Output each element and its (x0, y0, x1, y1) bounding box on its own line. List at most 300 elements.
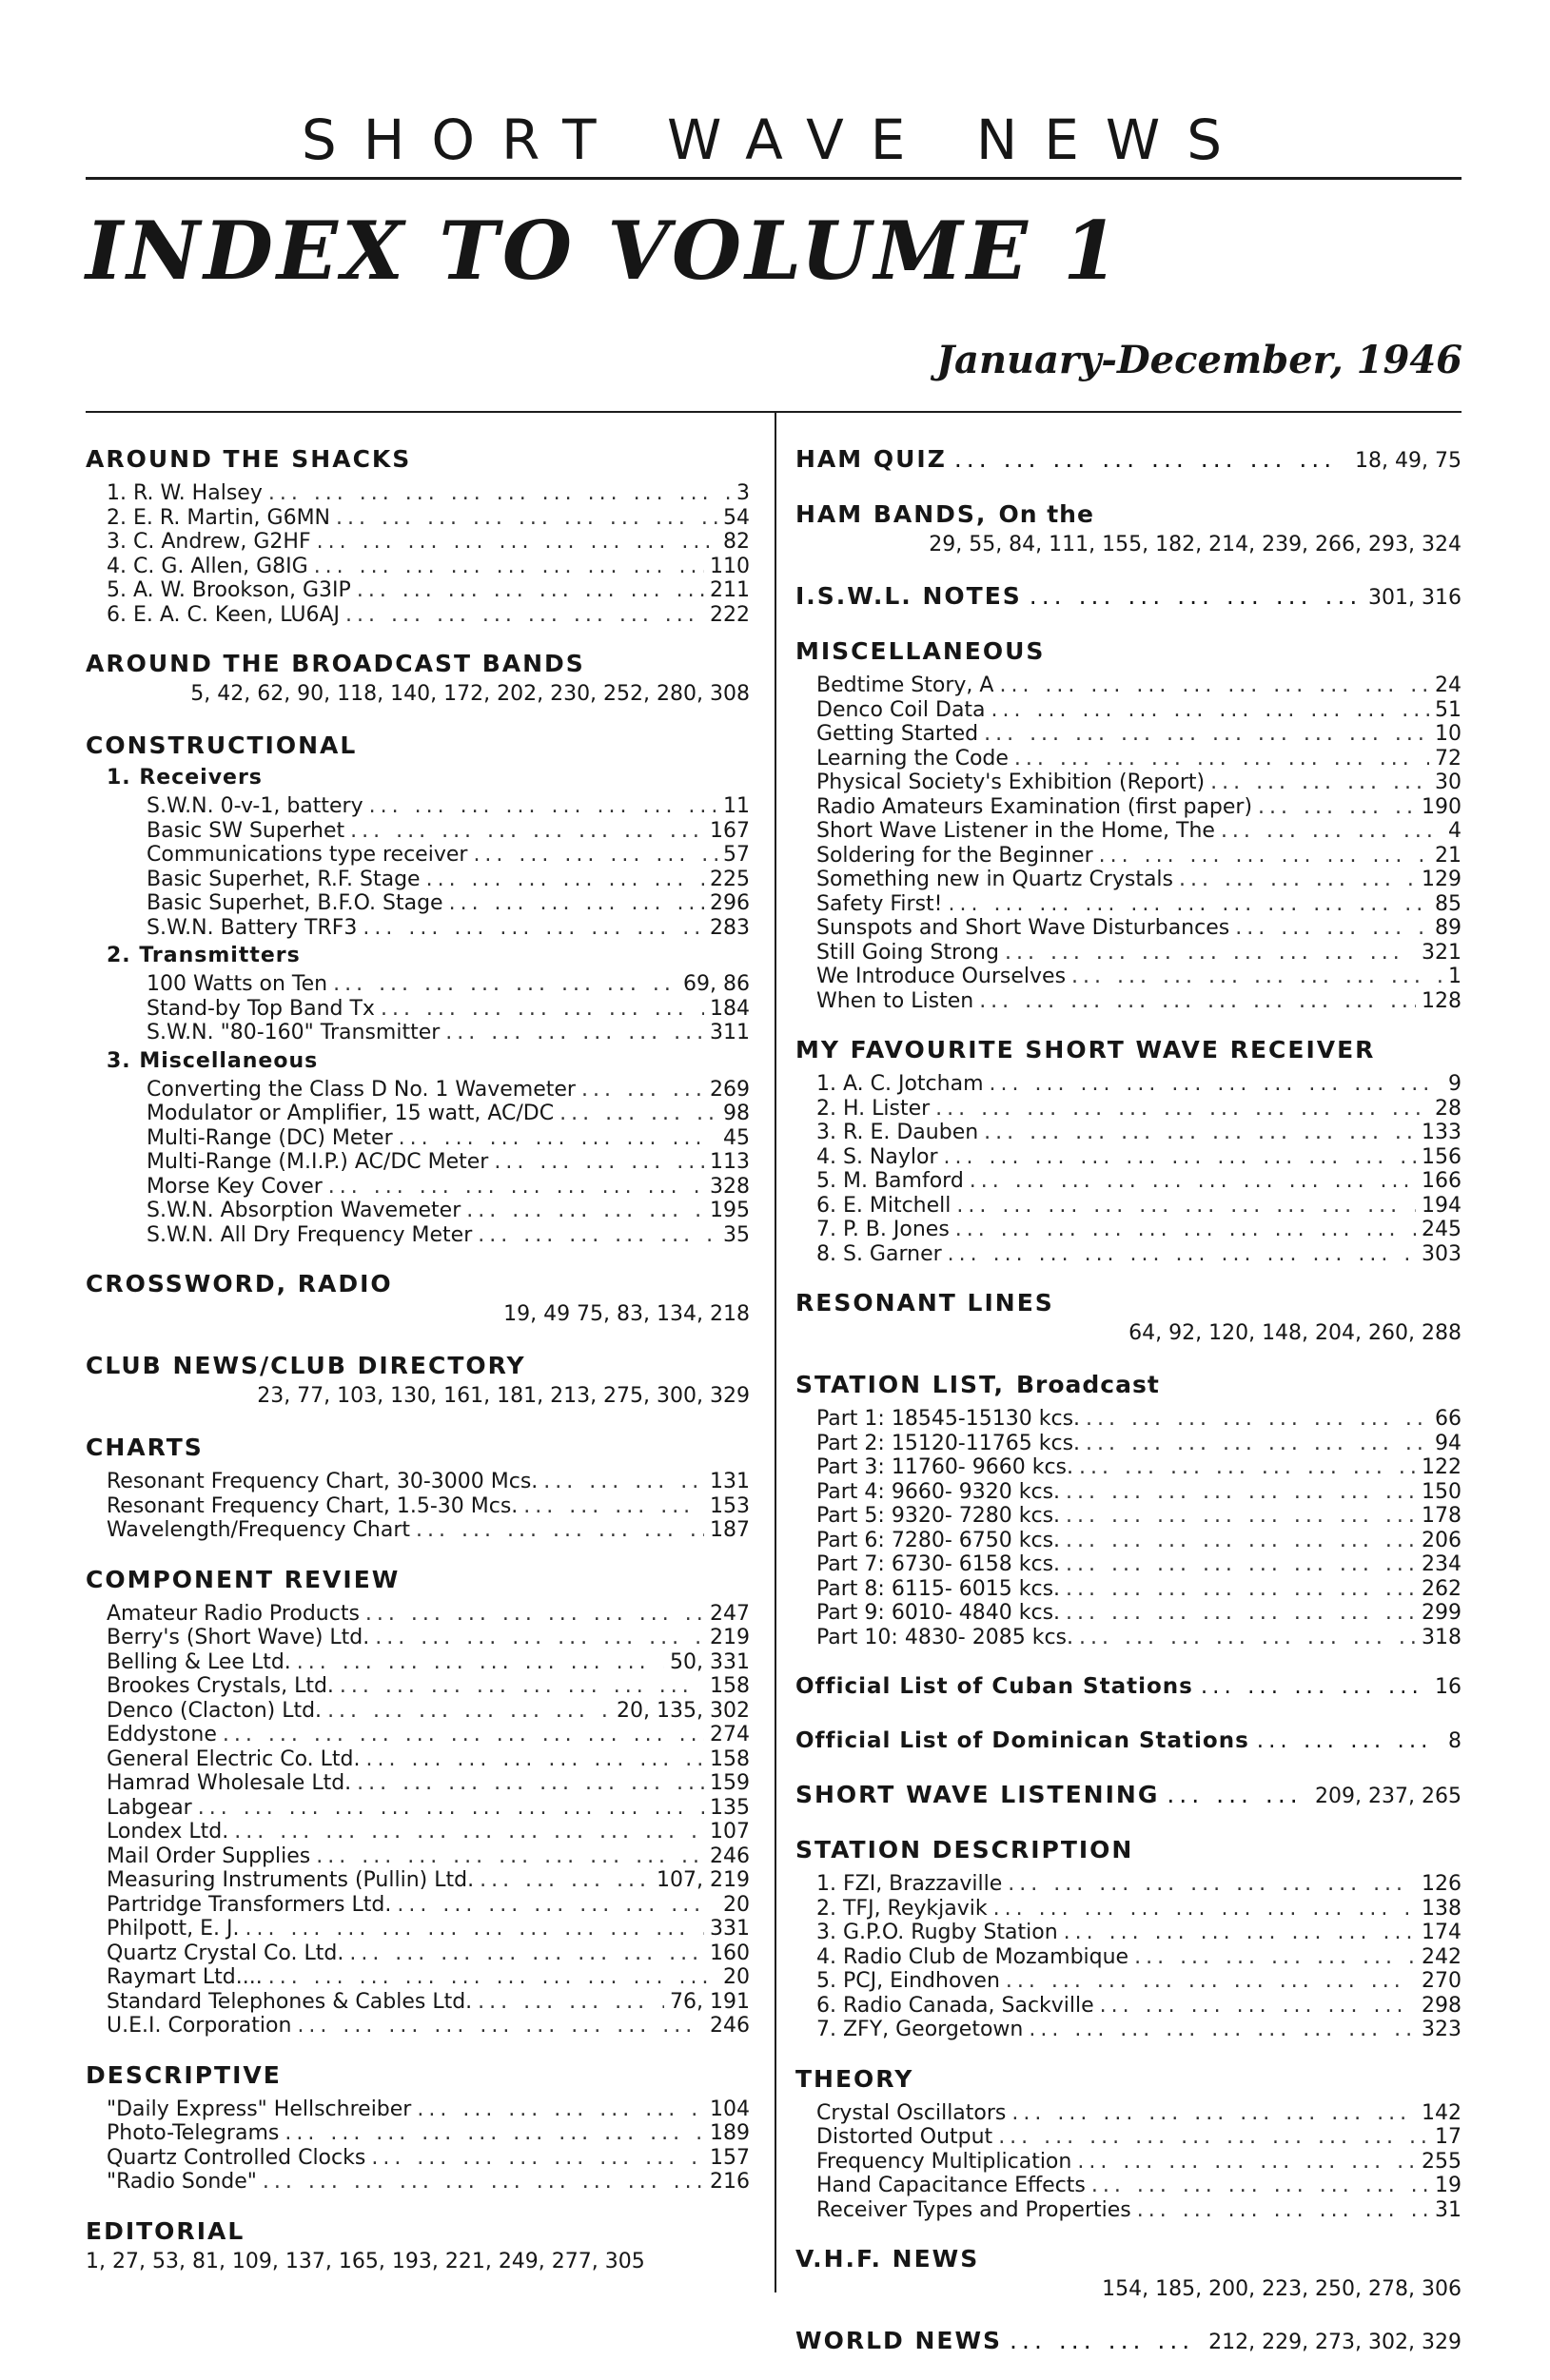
entry-pages: 94 (1435, 1431, 1462, 1455)
spacer (86, 1543, 750, 1564)
section-title: CROSSWORD, RADIO (86, 1270, 393, 1297)
index-entry (816, 2018, 1462, 2042)
entry-pages: 246 (710, 2014, 750, 2038)
section-title: STATION LIST, (795, 1371, 1005, 1398)
leader-dots (494, 1150, 704, 1175)
entry-pages: 262 (1422, 1576, 1462, 1601)
entry-title: 2. TFJ, Reykjavik (816, 1896, 988, 1921)
section-heading (795, 635, 1462, 668)
index-entry (107, 1820, 750, 1844)
leader-dots (263, 2170, 704, 2195)
entry-pages: 4 (1448, 819, 1462, 843)
entry-pages: 157 (710, 2145, 750, 2170)
index-entry (107, 1868, 750, 1893)
masthead: SHORT WAVE NEWS (301, 107, 1249, 172)
entry-pages: 51 (1435, 697, 1462, 722)
index-entry (147, 819, 750, 844)
section-title: I.S.W.L. NOTES (795, 582, 1022, 610)
index-entry (816, 1455, 1462, 1480)
leader-dots (245, 1917, 704, 1941)
index-entry (147, 972, 750, 997)
leader-dots (993, 1897, 1416, 1922)
leader-dots (984, 722, 1429, 747)
leader-dots (375, 1626, 704, 1650)
leader-dots (954, 443, 1347, 476)
section-heading (86, 1432, 750, 1464)
entry-pages: 160 (710, 1941, 750, 1965)
section-heading (795, 1287, 1462, 1319)
entry-pages: 20, 135, 302 (617, 1698, 750, 1723)
entry-list (86, 481, 750, 627)
entry-title: 3. C. Andrew, G2HF (107, 530, 311, 554)
entry-list (795, 2101, 1462, 2223)
entry-title: Photo-Telegrams (107, 2121, 280, 2145)
leader-dots (1221, 819, 1442, 844)
leader-dots (1066, 1529, 1416, 1553)
leader-dots (268, 481, 731, 506)
entry-pages: 21 (1435, 843, 1462, 868)
section-heading (795, 1779, 1462, 1813)
section-title: MY FAVOURITE SHORT WAVE RECEIVER (795, 1036, 1376, 1063)
leader-dots (297, 1650, 664, 1675)
entry-title: When to Listen (816, 988, 974, 1013)
entry-pages: 122 (1422, 1455, 1462, 1479)
leader-dots (198, 1796, 704, 1821)
leader-dots (336, 506, 717, 531)
entry-pages: 89 (1435, 916, 1462, 940)
spacer (795, 1704, 1462, 1725)
entry-title: 100 Watts on Ten (147, 972, 328, 996)
entry-title: Converting the Class D No. 1 Wavemeter (147, 1077, 576, 1102)
index-entry (107, 1844, 750, 1869)
index-section (86, 443, 750, 627)
entry-title: Learning the Code (816, 746, 1009, 771)
entry-title: Part 2: 15120-11765 kcs. (816, 1431, 1081, 1455)
entry-title: Part 4: 9660- 9320 kcs. (816, 1479, 1061, 1504)
section-heading (86, 648, 750, 680)
section-heading (86, 2215, 750, 2248)
entry-title: 5. A. W. Brookson, G3IP (107, 578, 351, 602)
entry-pages: 85 (1435, 891, 1462, 916)
entry-pages: 303 (1422, 1241, 1462, 1266)
index-entry (816, 1432, 1462, 1456)
leader-dots (1258, 795, 1416, 820)
index-entry (107, 2170, 750, 2195)
entry-pages: 211 (710, 578, 750, 602)
spacer (795, 1649, 1462, 1670)
leader-dots (559, 1102, 717, 1126)
section-heading (86, 730, 750, 762)
section-heading (795, 1834, 1462, 1866)
entry-pages: 242 (1422, 1944, 1462, 1969)
entry-pages: 45 (723, 1125, 750, 1150)
column-divider (775, 411, 776, 2292)
index-entry (816, 1577, 1462, 1602)
index-entry (147, 1199, 750, 1223)
index-entry (147, 1126, 750, 1151)
entry-pages: 69, 86 (683, 972, 750, 996)
entry-pages: 174 (1422, 1921, 1462, 1944)
section-title: V.H.F. NEWS (795, 2245, 980, 2273)
entry-pages: 138 (1422, 1896, 1462, 1921)
index-entry (816, 819, 1462, 844)
entry-list (86, 1470, 750, 1543)
index-entry (107, 1941, 750, 1966)
leader-dots (523, 1494, 704, 1519)
entry-title: Basic SW Superhet (147, 818, 345, 843)
leader-dots (1257, 1725, 1441, 1757)
page-title: INDEX TO VOLUME 1 (86, 204, 1123, 298)
index-section (86, 2059, 750, 2195)
entry-pages: 104 (710, 2097, 750, 2121)
entry-title: Part 8: 6115- 6015 kcs. (816, 1576, 1061, 1601)
entry-pages: 76, 191 (670, 1989, 750, 2014)
section-title: CONSTRUCTIONAL (86, 732, 358, 759)
index-entry (107, 578, 750, 603)
entry-title: Standard Telephones & Cables Ltd. (107, 1989, 473, 2014)
section-heading (86, 1350, 750, 1382)
entry-list (86, 972, 750, 1045)
index-entry (816, 1969, 1462, 1994)
leader-dots (1066, 1504, 1416, 1529)
index-entry (816, 1897, 1462, 1922)
entry-title: S.W.N. "80-160" Transmitter (147, 1021, 441, 1044)
index-entry (107, 2146, 750, 2171)
leader-dots (381, 997, 704, 1022)
index-entry (816, 989, 1462, 1014)
entry-pages: 158 (710, 1746, 750, 1771)
leader-dots (234, 1820, 704, 1844)
leader-dots (1011, 2101, 1416, 2126)
index-entry (816, 1145, 1462, 1170)
leader-dots (979, 989, 1416, 1014)
subsection-heading: 3. Miscellaneous (107, 1048, 319, 1073)
index-entry (816, 1529, 1462, 1553)
index-entry (816, 2198, 1462, 2223)
section-title: AROUND THE SHACKS (86, 445, 412, 473)
leader-dots (1079, 1626, 1416, 1650)
entry-title: S.W.N. 0-v-1, battery (147, 794, 363, 818)
leader-dots (365, 1602, 704, 1627)
index-section (795, 2243, 1462, 2304)
index-entry (816, 1194, 1462, 1219)
entry-title: Receiver Types and Properties (816, 2197, 1131, 2222)
leader-dots (1066, 1577, 1416, 1602)
leader-dots (1179, 868, 1416, 892)
entry-title: Part 7: 6730- 6158 kcs. (816, 1552, 1061, 1576)
spacer (86, 2276, 750, 2297)
entry-pages: 110 (710, 554, 750, 578)
section-heading (795, 1369, 1462, 1401)
entry-pages: 167 (710, 818, 750, 843)
index-entry (147, 891, 750, 916)
index-entry (816, 1072, 1462, 1097)
entry-title: 3. R. E. Dauben (816, 1121, 979, 1144)
index-entry (816, 1921, 1462, 1945)
section-pages: 64, 92, 120, 148, 204, 260, 288 (1128, 1321, 1462, 1345)
leader-dots (990, 1072, 1442, 1097)
leader-dots (426, 868, 704, 892)
index-entry (816, 1872, 1462, 1897)
index-entry (147, 1102, 750, 1126)
entry-title: Still Going Strong (816, 940, 999, 965)
leader-dots (417, 2097, 704, 2122)
index-entry (147, 916, 750, 941)
entry-title: Philpott, E. J. (107, 1917, 240, 1941)
entry-title: Communications type receiver (147, 843, 468, 867)
section-pages: 5, 42, 62, 90, 118, 140, 172, 202, 230, 252, 280, 308 (190, 682, 750, 706)
spacer (795, 559, 1462, 580)
leader-dots (1066, 1601, 1416, 1626)
leader-dots (1066, 1552, 1416, 1577)
entry-title: Quartz Controlled Clocks (107, 2145, 366, 2170)
leader-dots (365, 1747, 704, 1772)
leader-dots (1091, 2174, 1429, 2198)
entry-pages: 54 (723, 505, 750, 530)
entry-title: 1. A. C. Jotcham (816, 1072, 984, 1096)
leader-dots (478, 1223, 717, 1248)
index-entry (107, 1699, 750, 1724)
entry-title: Part 5: 9320- 7280 kcs. (816, 1504, 1061, 1528)
leader-dots (955, 1218, 1416, 1242)
right-column (795, 443, 1462, 2380)
entry-title: Multi-Range (M.I.P.) AC/DC Meter (147, 1150, 489, 1174)
index-entry (107, 2014, 750, 2039)
leader-dots (1099, 844, 1429, 868)
leader-dots (345, 603, 704, 628)
entry-title: "Daily Express" Hellschreiber (107, 2097, 412, 2121)
leader-dots (445, 1021, 704, 1045)
entry-pages: 24 (1435, 673, 1462, 697)
leader-dots (284, 2121, 704, 2146)
entry-title: 4. C. G. Allen, G8IG (107, 554, 308, 578)
entry-title: Labgear (107, 1795, 192, 1820)
entry-title: Part 6: 7280- 6750 kcs. (816, 1528, 1061, 1552)
section-title: CHARTS (86, 1434, 204, 1461)
leader-dots (297, 2014, 704, 2039)
section-title: AROUND THE BROADCAST BANDS (86, 650, 585, 677)
section-pages: 209, 237, 265 (1315, 1785, 1462, 1808)
section-title: Official List of Cuban Stations (795, 1674, 1193, 1699)
entry-pages: 323 (1422, 2018, 1462, 2041)
entry-pages: 1 (1448, 965, 1462, 988)
leader-dots (984, 1121, 1416, 1145)
leader-dots (466, 1199, 704, 1223)
entry-title: 6. E. Mitchell (816, 1193, 952, 1218)
index-entry (816, 2174, 1462, 2198)
leader-dots (314, 555, 704, 579)
entry-title: 5. PCJ, Eindhoven (816, 1969, 1000, 1993)
entry-list (86, 1602, 750, 2039)
entry-pages: 178 (1422, 1504, 1462, 1528)
entry-title: 8. S. Garner (816, 1241, 942, 1266)
leader-dots (1066, 1480, 1416, 1505)
section-title: DESCRIPTIVE (86, 2060, 282, 2089)
entry-list (795, 673, 1462, 1013)
leader-dots (333, 972, 677, 997)
spacer (86, 2039, 750, 2059)
index-entry (816, 1097, 1462, 1122)
entry-pages: 158 (710, 1674, 750, 1698)
index-entry (816, 747, 1462, 771)
leader-dots (581, 1078, 704, 1102)
entry-title: 1. R. W. Halsey (107, 481, 263, 505)
section-pages: 29, 55, 84, 111, 155, 182, 214, 239, 266, 293, 324 (929, 533, 1462, 556)
index-section (795, 498, 1462, 559)
leader-dots (357, 1771, 704, 1796)
entry-pages: 3 (736, 481, 750, 505)
index-entry (816, 1242, 1462, 1267)
entry-title: Radio Amateurs Examination (first paper) (816, 794, 1253, 819)
leader-dots (449, 891, 704, 916)
index-entry (816, 965, 1462, 989)
section-title: MISCELLANEOUS (795, 637, 1046, 665)
index-entry (816, 941, 1462, 966)
entry-pages: 194 (1422, 1193, 1462, 1218)
entry-pages: 321 (1422, 940, 1462, 965)
leader-dots (1134, 1945, 1416, 1970)
subsection-heading: 2. Transmitters (107, 944, 301, 967)
leader-dots (991, 698, 1429, 723)
leader-dots (1079, 1455, 1416, 1480)
leader-dots (1014, 747, 1429, 771)
index-entry (107, 1990, 750, 2015)
entry-title: Brookes Crystals, Ltd. (107, 1674, 334, 1698)
entry-pages: 133 (1422, 1121, 1462, 1144)
section-heading (86, 2059, 750, 2092)
leader-dots (948, 1242, 1416, 1267)
entry-title: Multi-Range (DC) Meter (147, 1125, 393, 1150)
entry-pages: 269 (710, 1077, 750, 1102)
index-section (795, 1287, 1462, 1348)
spacer (795, 615, 1462, 635)
left-column (86, 443, 750, 2297)
section-heading (795, 2243, 1462, 2275)
index-entry (816, 1480, 1462, 1505)
entry-pages: 296 (710, 891, 750, 915)
leader-dots (970, 1169, 1416, 1194)
index-section (795, 1369, 1462, 1649)
entry-title: Berry's (Short Wave) Ltd. (107, 1626, 370, 1649)
entry-title: Getting Started (816, 722, 979, 746)
leader-dots (1030, 580, 1361, 613)
index-entry (107, 2097, 750, 2122)
index-section (795, 2325, 1462, 2359)
entry-title: 2. E. R. Martin, G6MN (107, 505, 331, 530)
entry-title: Something new in Quartz Crystals (816, 868, 1174, 891)
section-title: COMPONENT REVIEW (86, 1565, 401, 1593)
entry-pages: 225 (710, 867, 750, 891)
index-entry (107, 1518, 750, 1543)
leader-dots (316, 1844, 704, 1869)
spacer (795, 478, 1462, 498)
section-title: CLUB NEWS/CLUB DIRECTORY (86, 1352, 526, 1379)
index-section (795, 1834, 1462, 2042)
index-entry (147, 997, 750, 1022)
entry-title: 4. Radio Club de Mozambique (816, 1944, 1129, 1969)
index-section (795, 443, 1462, 478)
entry-title: Measuring Instruments (Pullin) Ltd. (107, 1868, 475, 1892)
index-entry (107, 1602, 750, 1627)
entry-title: Hand Capacitance Effects (816, 2174, 1086, 2197)
index-entry (107, 1771, 750, 1796)
leader-dots (397, 1893, 717, 1918)
index-section (795, 1670, 1462, 1704)
index-entry (816, 868, 1462, 892)
spacer (86, 1329, 750, 1350)
entry-pages: 10 (1435, 722, 1462, 746)
entry-pages: 206 (1422, 1528, 1462, 1552)
index-entry (107, 603, 750, 628)
index-entry (816, 795, 1462, 820)
entry-title: Distorted Output (816, 2125, 993, 2149)
entry-title: 6. E. A. C. Keen, LU6AJ (107, 602, 340, 627)
entry-pages: 331 (710, 1917, 750, 1941)
index-entry (816, 1552, 1462, 1577)
index-entry (147, 843, 750, 868)
section-pages: 19, 49 75, 83, 134, 218 (503, 1302, 750, 1326)
entry-pages: 153 (710, 1493, 750, 1518)
entry-title: 7. P. B. Jones (816, 1218, 950, 1241)
leader-dots (1086, 1407, 1429, 1432)
leader-dots (1005, 941, 1416, 966)
entry-title: Partridge Transformers Ltd. (107, 1892, 392, 1917)
spacer (86, 1247, 750, 1268)
entry-pages: 9 (1448, 1072, 1462, 1096)
index-entry (816, 916, 1462, 941)
entry-title: S.W.N. Battery TRF3 (147, 915, 358, 940)
leader-dots (399, 1126, 717, 1151)
index-entry (816, 1169, 1462, 1194)
leader-dots (371, 2146, 704, 2171)
entry-title: Quartz Crystal Co. Ltd. (107, 1941, 344, 1965)
entry-pages: 19 (1435, 2174, 1462, 2197)
entry-pages: 98 (723, 1102, 750, 1125)
entry-title: Modulator or Amplifier, 15 watt, AC/DC (147, 1102, 555, 1125)
leader-dots (1201, 1670, 1427, 1703)
entry-title: S.W.N. All Dry Frequency Meter (147, 1222, 473, 1247)
index-entry (816, 892, 1462, 917)
leader-dots (317, 530, 717, 555)
index-entry (107, 481, 750, 506)
entry-title: 1. FZI, Brazzaville (816, 1872, 1003, 1896)
entry-title: Short Wave Listener in the Home, The (816, 819, 1215, 843)
leader-dots (998, 2125, 1429, 2150)
entry-pages: 35 (723, 1222, 750, 1247)
section-subtitle: Broadcast (1015, 1371, 1160, 1398)
index-section (86, 1350, 750, 1411)
entry-pages: 57 (723, 843, 750, 867)
entry-pages: 135 (710, 1795, 750, 1820)
entry-pages: 298 (1422, 1993, 1462, 2018)
entry-title: Resonant Frequency Chart, 30-3000 Mcs. (107, 1470, 539, 1493)
section-pages: 16 (1435, 1675, 1462, 1699)
entry-list (86, 1078, 750, 1248)
entry-pages: 128 (1422, 988, 1462, 1013)
entry-title: 3. G.P.O. Rugby Station (816, 1921, 1058, 1944)
index-entry (816, 1626, 1462, 1650)
index-entry (107, 2121, 750, 2146)
entry-title: 4. S. Naylor (816, 1144, 938, 1169)
index-entry (816, 2125, 1462, 2150)
leader-dots (363, 916, 704, 941)
section-heading (795, 580, 1462, 615)
index-entry (816, 722, 1462, 747)
entry-title: Wavelength/Frequency Chart (107, 1518, 411, 1542)
index-entry (816, 844, 1462, 868)
entry-title: Part 10: 4830- 2085 kcs. (816, 1625, 1074, 1649)
index-section (86, 1268, 750, 1329)
